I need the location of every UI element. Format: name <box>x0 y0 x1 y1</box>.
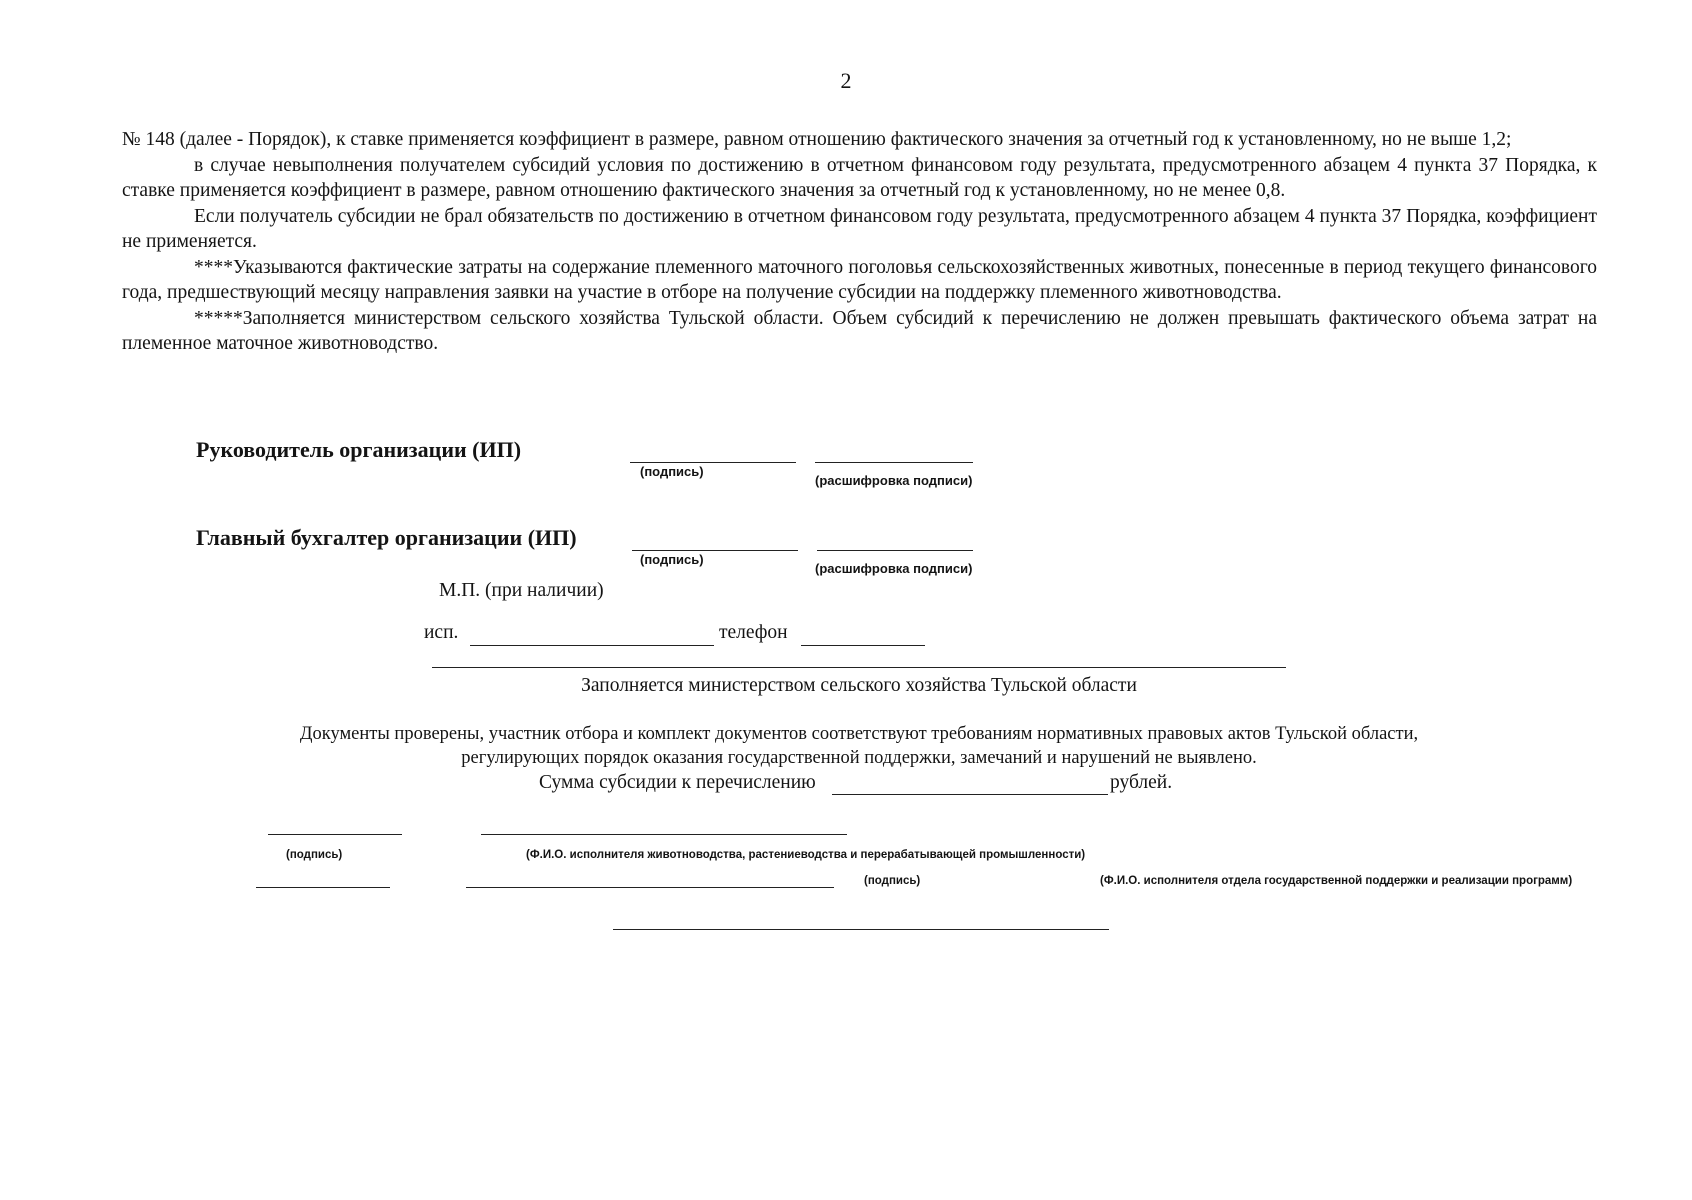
page-number: 2 <box>840 68 852 93</box>
official-fio-caption-1: (Ф.И.О. исполнителя животноводства, растениеводства и перерабатывающей промышленности) <box>526 849 1086 861</box>
official-signature-caption-2: (подпись) <box>864 875 921 887</box>
accountant-decryption-caption: (расшифровка подписи) <box>815 561 973 576</box>
sum-label: Сумма субсидии к перечислению <box>539 772 816 793</box>
head-decryption-caption: (расшифровка подписи) <box>815 473 973 488</box>
sum-line <box>832 794 1108 795</box>
official-fio-caption-2: (Ф.И.О. исполнителя отдела государственной поддержки и реализации программ) <box>1100 875 1573 887</box>
stamp-label: М.П. (при наличии) <box>439 580 604 601</box>
footnote-5: *****Заполняется министерством сельского хозяйства Тульской области. Объем субсидий к перечислению не должен превышать фактического объема затрат на племенное маточное животноводство. <box>122 307 1597 354</box>
bottom-line <box>613 929 1109 930</box>
head-signature-caption: (подпись) <box>640 464 704 479</box>
head-label: Руководитель организации (ИП) <box>196 437 522 462</box>
phone-line <box>801 645 925 646</box>
official-signature-line-2 <box>256 887 390 888</box>
sum-unit: рублей. <box>1110 772 1173 793</box>
ministry-heading: Заполняется министерством сельского хозяйства Тульской области <box>581 675 1137 696</box>
executor-line <box>470 645 714 646</box>
paragraph-1: № 148 (далее - Порядок), к ставке применяется коэффициент в размере, равном отношению фактического значения за отчетный год к установленному, но не выше 1,2; <box>122 129 1512 150</box>
accountant-signature-line <box>632 550 798 551</box>
official-fio-line-1 <box>481 834 847 835</box>
official-signature-caption-1: (подпись) <box>286 849 343 861</box>
paragraph-2: в случае невыполнения получателем субсидий условия по достижению в отчетном финансовом году результата, предусмотренного абзацем 4 пункта 37 Порядка, к ставке применяется коэффициент в размере, равном отношению фактического значения за отчетный год к установленному, но не менее 0,8. <box>122 154 1597 201</box>
paragraph-3: Если получатель субсидии не брал обязательств по достижению в отчетном финансовом году результата, предусмотренного абзацем 4 пункта 37 Порядка, коэффициент не применяется. <box>122 205 1597 252</box>
phone-label: телефон <box>719 622 788 643</box>
body-text <box>122 127 1597 357</box>
official-signature-line-1 <box>268 834 402 835</box>
head-decryption-line <box>815 462 973 463</box>
head-signature-line <box>630 462 796 463</box>
accountant-label: Главный бухгалтер организации (ИП) <box>196 525 577 550</box>
footnote-4: ****Указываются фактические затраты на содержание племенного маточного поголовья сельскохозяйственных животных, понесенные в период текущего финансового года, предшествующий месяцу направления заявки на участие в отборе на получение субсидии на поддержку племенного животноводства. <box>122 256 1597 303</box>
executor-label: исп. <box>424 622 459 643</box>
check-line-1: Документы проверены, участник отбора и комплект документов соответствуют требованиям нормативных правовых актов Тульской области, <box>299 724 1419 744</box>
accountant-decryption-line <box>817 550 973 551</box>
official-fio-line-2 <box>466 887 834 888</box>
check-line-2: регулирующих порядок оказания государственной поддержки, замечаний и нарушений не выявлено. <box>461 748 1257 768</box>
section-divider <box>432 667 1286 668</box>
accountant-signature-caption: (подпись) <box>640 552 704 567</box>
